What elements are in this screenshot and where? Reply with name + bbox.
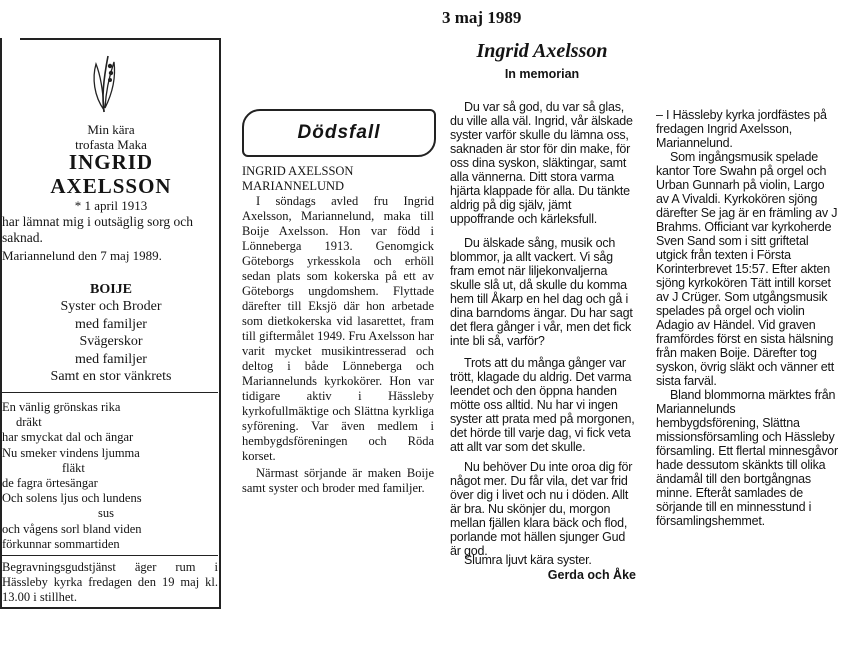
heading-line: MARIANNELUND [242, 179, 345, 193]
birth-date: * 1 april 1913 [74, 198, 148, 213]
dodsfall-paragraph: I söndags avled fru Ingrid Axelsson, Mariannelund, maka till Boije Axelsson. Hon var född i Lönneberga 1913. Genomgick Göteborgs yrkesskola och erhöll sedan plats som kokerska på ett av Göteborgs ungdomshem. Flyttade därefter till Eksjö där hon arbetade som dietkokerska vid lasarettet, fram till giftermålet 1949. Fru Axelsson har varit mycket musikintresserad och deltog i både Lönneberga och Mariannelunds kyrkokörer. Hon var tidigare aktiv i Hässleby kyrkofullmäktige och Slättna kyrkliga syförening. Var även medlem i hembygdsföreningen och Röda korset. [242, 194, 434, 463]
funeral-info: Begravningsgudstjänst äger rum i Hässleby kyrka fredagen den 19 maj kl. 13.00 i stillhet. [2, 560, 218, 604]
family-line: Svägerskor [79, 334, 143, 349]
memoriam-subtitle: In memorian [504, 67, 580, 81]
lily-of-the-valley-icon [86, 52, 122, 114]
memoriam-paragraph: Slumra ljuvt kära syster. [464, 553, 592, 567]
poem-line: dräkt [16, 415, 42, 430]
dodsfall-header: Dödsfall [297, 122, 381, 143]
poem-line: förkunnar sommartiden [2, 536, 120, 551]
memoriam-paragraph: Nu behöver Du inte oroa dig för något mer. Du får vila, det var frid över dig i livet och nu i döden. Allt är bra. Nu skönjer du, morgon mellan fjällen klara bäck och flod, porlande mot hällen sjunger Gud är god. [450, 460, 633, 558]
poem-line: har smyckat dal och ängar [2, 430, 134, 445]
family-line: med familjer [75, 351, 147, 367]
notice-border-bottom [0, 607, 221, 609]
funeral-report-paragraph: Bland blommorna märktes från Mariannelunds hembygdsförening, Slättna missionsförsamling och Hässleby församling. Ett flertal minnesgåvor hade dessutom skänkts till olika ändamål till den bortgångnas minne. Efteråt samlades de sörjande till en minnesstund i församlingshemmet. [656, 388, 838, 528]
divider [2, 392, 218, 393]
divider [2, 555, 218, 556]
memoriam-title: Ingrid Axelsson [476, 40, 608, 62]
heading-line: INGRID AXELSSON [242, 164, 354, 178]
name-last: AXELSSON [50, 174, 172, 198]
poem-line: sus [98, 506, 114, 521]
funeral-report-paragraph: Som ingångsmusik spelade kantor Tore Swahn på orgel och Urban Gunnarh på violin, Largo av A Vivaldi. Kyrkokören sjöng därefter Se jag är en främling av J Brahms. Officiant var kyrkoherde Sven Sand som i sitt griftetal utgick från texten i Första Korinterbrevet 15:57. Efter akten sjöng kyrkokören Tätt intill korset av J Crüger. Som utgångsmusik spelades på orgel och violin Adagio av Händel. Vid graven framfördes först en sista hälsning från maken Boije. Därefter tog syskon, övrig släkt och vänner ett sista farväl. [656, 150, 838, 388]
dodsfall-paragraph: Närmast sörjande är maken Boije samt syster och broder med familjer. [242, 466, 434, 495]
poem-line: En vänlig grönskas rika [2, 400, 121, 414]
poem [2, 400, 218, 552]
memoriam-paragraph: Trots att du många gånger var trött, klagade du aldrig. Det varma leendet och den öppna handen mötte oss alltid. Nu har vi ingen syster att prata med på morgonen, det hörde till varje dag, vi fick veta att allt var som det skulle. [450, 356, 635, 454]
signer: BOIJE [89, 282, 132, 297]
poem-line: fläkt [62, 460, 85, 475]
family-list [0, 298, 222, 386]
notice-text: har lämnat mig i outsäglig sorg och saknad. [2, 214, 193, 245]
family-line: med familjer [75, 316, 147, 332]
family-line: Syster och Broder [60, 299, 162, 314]
notice-border-top [20, 38, 220, 40]
funeral-report-paragraph: – I Hässleby kyrka jordfästes på fredagen Ingrid Axelsson, Mariannelund. [656, 108, 827, 150]
death-notice [0, 0, 222, 608]
memoriam-signature: Gerda och Åke [547, 568, 636, 582]
poem-line: Och solens ljus och lundens [2, 491, 142, 506]
dodsfall-header-box [242, 109, 436, 157]
dodsfall-heading [242, 164, 434, 194]
name-first: INGRID [68, 150, 154, 174]
place-date: Mariannelund den 7 maj 1989. [2, 248, 162, 263]
memoriam-paragraph: Du var så god, du var så glas, du ville alla väl. Ingrid, vår älskade syster varför skulle du lämna oss, saknaden är stor för din make, för oss dina syskon, släktingar, samt alla vännerna. Ditt stora varma hjärta klappade för alla. Du tänkte aldrig på dig själv, jämt uppoffrande och kärleksfull. [450, 100, 633, 226]
intro-line-2: trofasta Maka [75, 137, 147, 152]
poem-line: de fagra örtesängar [2, 476, 98, 491]
deceased-name [0, 150, 222, 198]
publication-date: 3 maj 1989 [442, 8, 522, 27]
notice-intro [0, 122, 222, 152]
memoriam-paragraph: Du älskade sång, musik och blommor, ja allt vackert. Vi såg fram emot när liljekonvaljerna skulle slå ut, då skulle du komma hem till Åkarp en hel dag och gå i dina barndoms ängar. Du har sagt det flera gånger i vår, men det fick inte bli så, varför? [450, 236, 633, 348]
poem-line: Nu smeker vindens ljumma [2, 445, 140, 460]
intro-line-1: Min kära [87, 122, 135, 137]
family-line: Samt en stor vänkrets [50, 369, 172, 384]
poem-line: och vågens sorl bland viden [2, 521, 142, 536]
